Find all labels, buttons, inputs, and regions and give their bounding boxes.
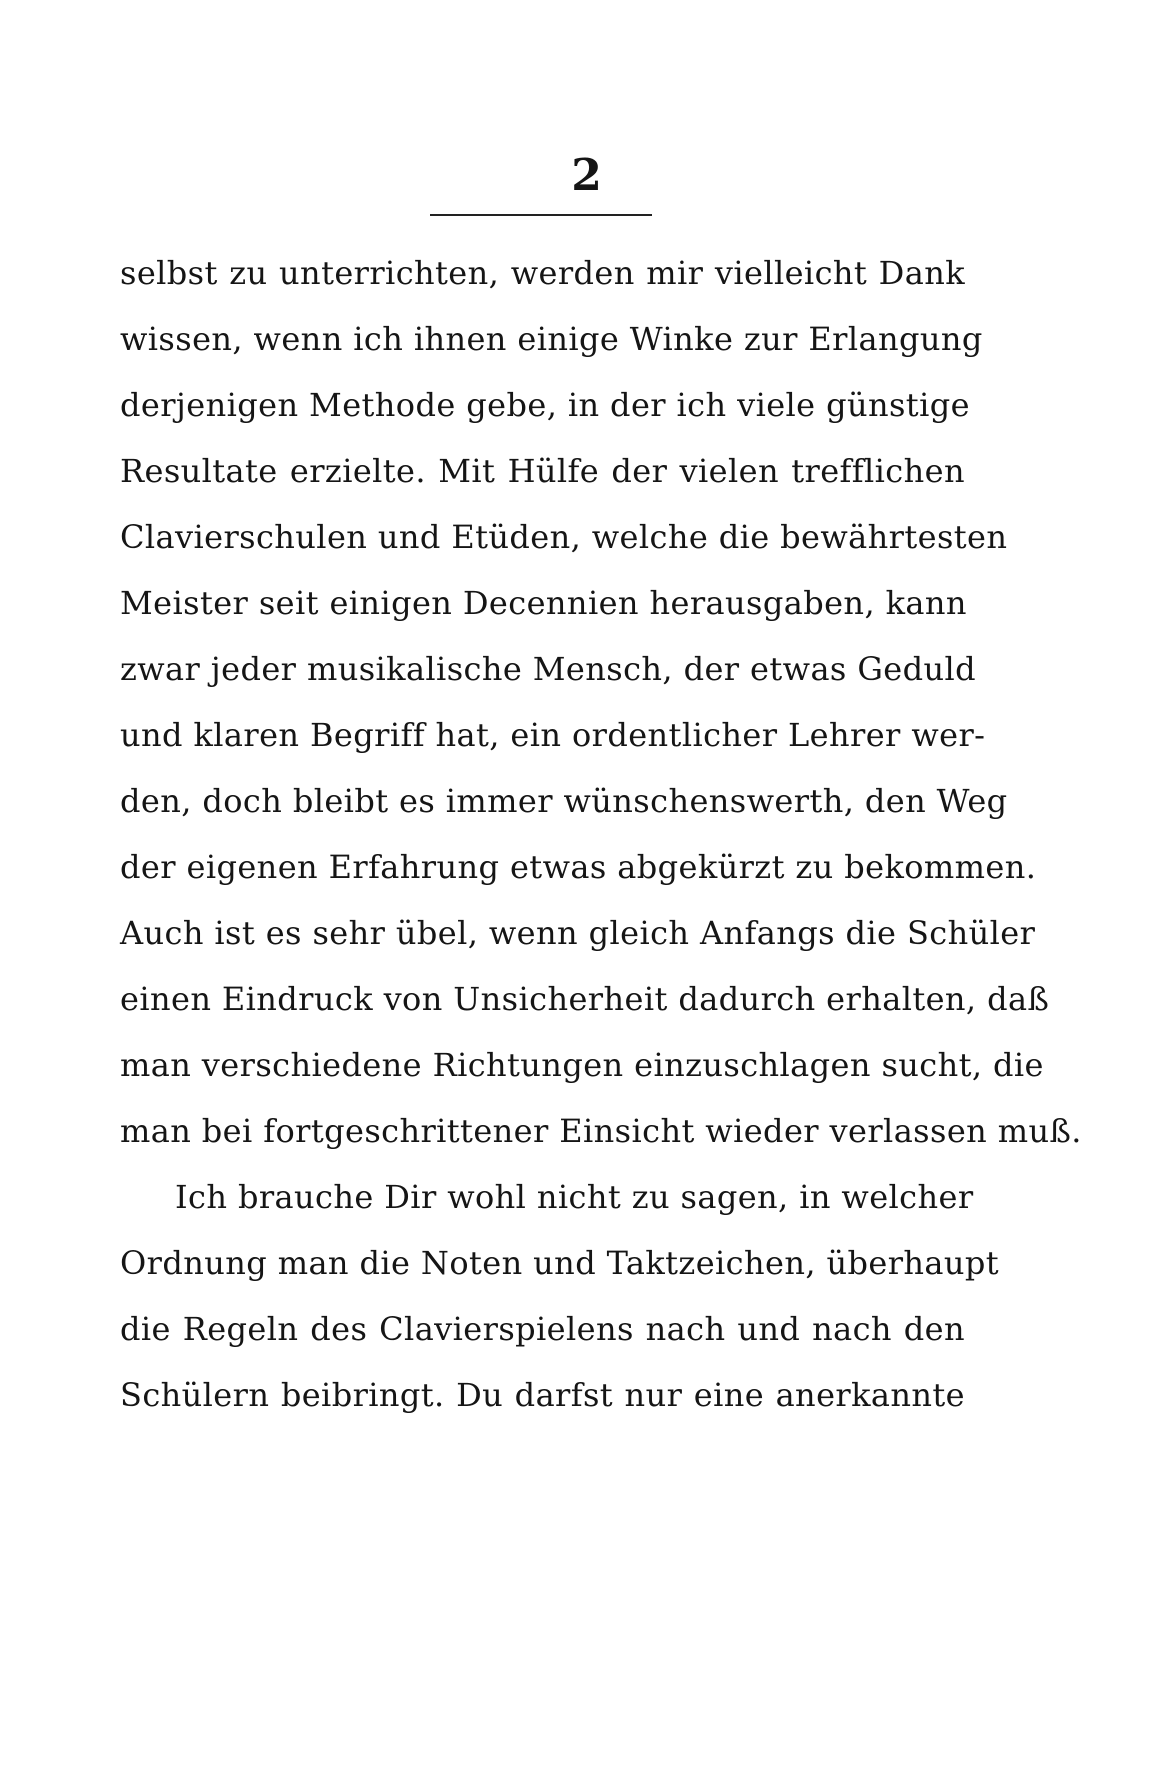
text-line: Auch ist es sehr übel, wenn gleich Anfangs die Schüler [120, 914, 1036, 952]
header-rule [430, 214, 652, 216]
text-line: Resultate erzielte. Mit Hülfe der vielen trefflichen [120, 452, 965, 490]
text-line: einen Eindruck von Unsicherheit dadurch erhalten, daß [120, 980, 1050, 1018]
text-line: Ordnung man die Noten und Taktzeichen, überhaupt [120, 1244, 1000, 1282]
text-line: die Regeln des Clavierspielens nach und nach den [120, 1310, 965, 1348]
text-line: man verschiedene Richtungen einzuschlagen sucht, die [120, 1046, 1044, 1084]
text-line: den, doch bleibt es immer wünschenswerth, den Weg [120, 782, 1008, 820]
text-line: wissen, wenn ich ihnen einige Winke zur Erlangung [120, 320, 983, 358]
paragraph-first-line: Ich brauche Dir wohl nicht zu sagen, in welcher [175, 1178, 974, 1216]
text-line: derjenigen Methode gebe, in der ich viele günstige [120, 386, 970, 424]
text-line: man bei fortgeschrittener Einsicht wieder verlassen muß. [120, 1112, 1082, 1150]
text-line: Clavierschulen und Etüden, welche die bewährtesten [120, 518, 1008, 556]
text-line: selbst zu unterrichten, werden mir vielleicht Dank [120, 254, 965, 292]
text-line: Meister seit einigen Decennien herausgaben, kann [120, 584, 967, 622]
page-number: 2 [571, 150, 602, 201]
text-line: zwar jeder musikalische Mensch, der etwas Geduld [120, 650, 977, 688]
text-line: Schülern beibringt. Du darfst nur eine anerkannte [120, 1376, 965, 1414]
text-line: und klaren Begriff hat, ein ordentlicher Lehrer wer- [120, 716, 986, 754]
text-line: der eigenen Erfahrung etwas abgekürzt zu bekommen. [120, 848, 1037, 886]
